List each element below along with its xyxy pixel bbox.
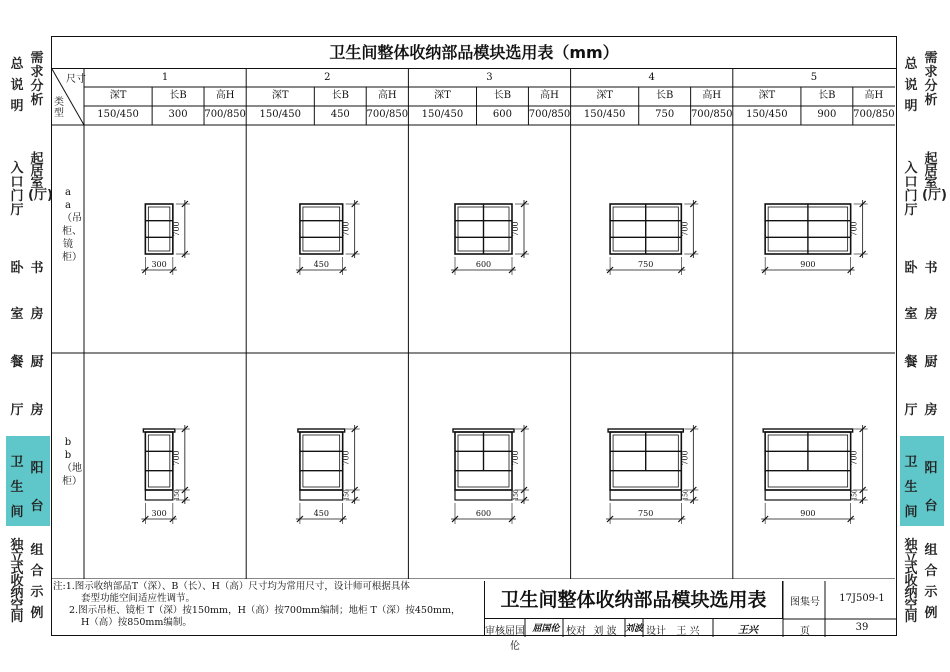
side-tab-text: 入口门厅	[904, 161, 918, 218]
width-dimension: 300	[151, 260, 167, 269]
dimension-value: 700/850	[204, 109, 246, 120]
dimension-value: 700/850	[853, 109, 895, 120]
width-dimension: 750	[638, 260, 654, 269]
side-tab-general[interactable]	[6, 50, 50, 120]
side-tab-bedroom[interactable]	[6, 252, 50, 342]
note-line: 注:1.图示收纳部品T（深）、B（长）、H（高）尺寸均为常用尺寸，设计师可根据具体	[53, 581, 410, 592]
side-tab-text: 总说明	[10, 57, 24, 114]
left-section-nav	[6, 26, 53, 646]
floor-cabinet-drawing	[606, 425, 698, 524]
row-label-a-text: a（吊柜、镜柜）	[62, 200, 82, 263]
side-tab-text: 起居室(厅)	[922, 152, 947, 203]
height-dimension: 700	[171, 221, 181, 237]
dimension-value: 900	[817, 109, 837, 120]
dimension-label: 高H	[540, 90, 559, 101]
side-tab-text: 厅	[904, 403, 918, 418]
dimension-value: 150/450	[421, 109, 464, 120]
side-tab-text: 厨	[924, 355, 938, 370]
row-label-b-text: b（地柜）	[62, 450, 82, 487]
side-tab-text: 餐	[10, 355, 24, 370]
module-number: 2	[324, 72, 331, 83]
side-tab-text: 房	[924, 403, 938, 418]
dimension-value: 750	[655, 109, 675, 120]
note-line: 2.图示吊柜、镜柜 T（深）按150mm，H（高）按700mm编制；地柜 T（深）按450mm，	[69, 605, 461, 616]
page-number: 39	[855, 622, 869, 633]
dimension-label: 高H	[215, 90, 235, 101]
side-tab-text: 卫生间	[904, 455, 918, 520]
design-label: 设计	[646, 626, 666, 637]
floor-cabinet-drawing	[761, 425, 868, 524]
width-dimension: 450	[313, 509, 329, 518]
cabinet-drawings	[52, 69, 895, 579]
width-dimension: 300	[151, 509, 167, 518]
dimension-label: 长B	[493, 90, 512, 101]
side-tab-text: 室	[10, 307, 24, 322]
dimension-label: 深T	[109, 90, 127, 101]
side-tab-text: 厅	[10, 403, 24, 418]
side-tab-text: 组合示例	[30, 543, 44, 621]
right-section-nav	[900, 26, 947, 646]
dimension-label: 深T	[434, 90, 451, 101]
drawing-title: 卫生间整体收纳部品模块选用表	[485, 581, 783, 619]
height-dimension: 700	[849, 450, 859, 466]
height-dimension: 700	[511, 450, 520, 466]
drawing-sheet	[51, 36, 897, 652]
side-tab-dining[interactable]	[6, 348, 50, 440]
dimension-value: 700/850	[690, 109, 733, 120]
side-tab-text: 需求分析	[30, 51, 44, 108]
base-dimension: 150	[513, 489, 520, 501]
design-signature: 王兴	[738, 625, 758, 636]
corner-label-size: 尺寸	[66, 74, 86, 85]
note-line: 套型功能空间适应性调节。	[81, 593, 196, 604]
side-tab-storage[interactable]	[900, 538, 944, 638]
dimension-value: 150/450	[746, 109, 788, 120]
wall-cabinet-drawing	[451, 200, 529, 275]
side-tab-text: 室	[904, 307, 918, 322]
height-dimension: 700	[341, 450, 351, 466]
dimension-label: 高H	[377, 90, 397, 101]
side-tab-entrance[interactable]	[6, 152, 53, 224]
row-label-b: b b（地柜）	[62, 437, 82, 487]
dimension-label: 长B	[655, 90, 674, 101]
check-name: 刘 波	[593, 626, 617, 637]
review-label: 审核	[485, 626, 505, 637]
atlas-label: 图集号	[790, 597, 820, 608]
height-dimension: 700	[680, 450, 690, 466]
base-dimension: 150	[343, 489, 351, 501]
page-label: 页	[800, 626, 810, 637]
side-tab-text: 阳台	[924, 461, 938, 514]
side-tab-text: 独立式收纳空间	[904, 538, 918, 625]
note-line: H（高）按850mm编制。	[81, 617, 192, 628]
side-tab-text: 厨	[30, 355, 44, 370]
width-dimension: 450	[313, 260, 329, 269]
notes	[53, 581, 483, 629]
side-tab-text: 入口门厅	[10, 161, 24, 218]
wall-cabinet-drawing	[606, 200, 698, 275]
dimension-value: 700/850	[528, 109, 571, 120]
dimension-value: 150/450	[259, 109, 302, 120]
side-tab-general[interactable]	[900, 50, 944, 120]
base-dimension: 150	[682, 489, 690, 501]
dimension-value: 450	[330, 109, 350, 120]
dimension-label: 深T	[271, 90, 289, 101]
width-dimension: 900	[800, 509, 816, 518]
side-tab-text: 书	[924, 261, 938, 276]
module-number: 4	[648, 72, 655, 83]
check-label: 校对	[566, 626, 586, 637]
side-tab-text: 房	[30, 403, 44, 418]
table-title: 卫生间整体收纳部品模块选用表（mm）	[52, 37, 896, 69]
side-tab-dining[interactable]	[900, 348, 944, 440]
design-name: 王 兴	[676, 626, 700, 637]
dimension-label: 高H	[864, 90, 884, 101]
dimension-value: 700/850	[366, 109, 409, 120]
floor-cabinet-drawing	[296, 425, 360, 524]
dimension-label: 长B	[818, 90, 836, 101]
side-tab-text: 房	[924, 307, 938, 322]
module-number: 5	[810, 72, 818, 83]
height-dimension: 700	[341, 221, 351, 237]
side-tab-text: 卫生间	[10, 455, 24, 520]
side-tab-text: 阳台	[30, 461, 44, 514]
dimension-label: 深T	[758, 90, 776, 101]
row-label-a: a a（吊柜、镜柜）	[62, 187, 82, 263]
side-tab-bathroom[interactable]	[6, 436, 50, 526]
dimension-value: 150/450	[97, 109, 139, 120]
wall-cabinet-drawing	[761, 200, 868, 275]
review-signature: 屈国伦	[532, 624, 560, 634]
dimension-value: 150/450	[583, 109, 626, 120]
wall-cabinet-drawing	[141, 200, 190, 275]
width-dimension: 600	[475, 509, 492, 518]
base-dimension: 150	[851, 489, 859, 501]
side-tab-text: 组合示例	[924, 543, 938, 621]
title-block	[484, 581, 896, 652]
base-dimension: 150	[173, 489, 181, 501]
atlas-number: 17J509-1	[839, 593, 885, 604]
corner-label-type: 类型	[54, 97, 64, 119]
dimension-value: 600	[492, 109, 512, 120]
side-tab-text: 餐	[904, 355, 918, 370]
review-name: 屈国伦	[505, 626, 525, 652]
dimension-label: 长B	[331, 90, 349, 101]
height-dimension: 700	[511, 221, 520, 237]
width-dimension: 750	[638, 509, 654, 518]
side-tab-bedroom[interactable]	[900, 252, 944, 342]
height-dimension: 700	[849, 221, 859, 237]
side-tab-entrance[interactable]	[900, 152, 947, 224]
width-dimension: 900	[800, 260, 816, 269]
width-dimension: 600	[475, 260, 492, 269]
dimension-label: 长B	[169, 90, 187, 101]
module-number: 3	[486, 72, 493, 83]
floor-cabinet-drawing	[451, 425, 529, 524]
side-tab-bathroom[interactable]	[900, 436, 944, 526]
side-tab-storage[interactable]	[6, 538, 50, 638]
side-tab-text: 起居室(厅)	[28, 152, 53, 203]
wall-cabinet-drawing	[296, 200, 360, 275]
side-tab-text: 独立式收纳空间	[10, 538, 24, 625]
height-dimension: 700	[680, 221, 690, 237]
dimension-label: 深T	[596, 90, 613, 101]
side-tab-text: 总说明	[904, 57, 918, 114]
side-tab-text: 卧	[904, 261, 918, 276]
side-tab-text: 需求分析	[924, 51, 938, 108]
dimension-value: 300	[168, 109, 188, 120]
height-dimension: 700	[171, 450, 181, 466]
side-tab-text: 书	[30, 261, 44, 276]
module-number: 1	[161, 72, 169, 83]
side-tab-text: 房	[30, 307, 44, 322]
check-signature: 刘波	[625, 624, 644, 634]
side-tab-text: 卧	[10, 261, 24, 276]
floor-cabinet-drawing	[141, 425, 190, 524]
dimension-label: 高H	[702, 90, 722, 101]
